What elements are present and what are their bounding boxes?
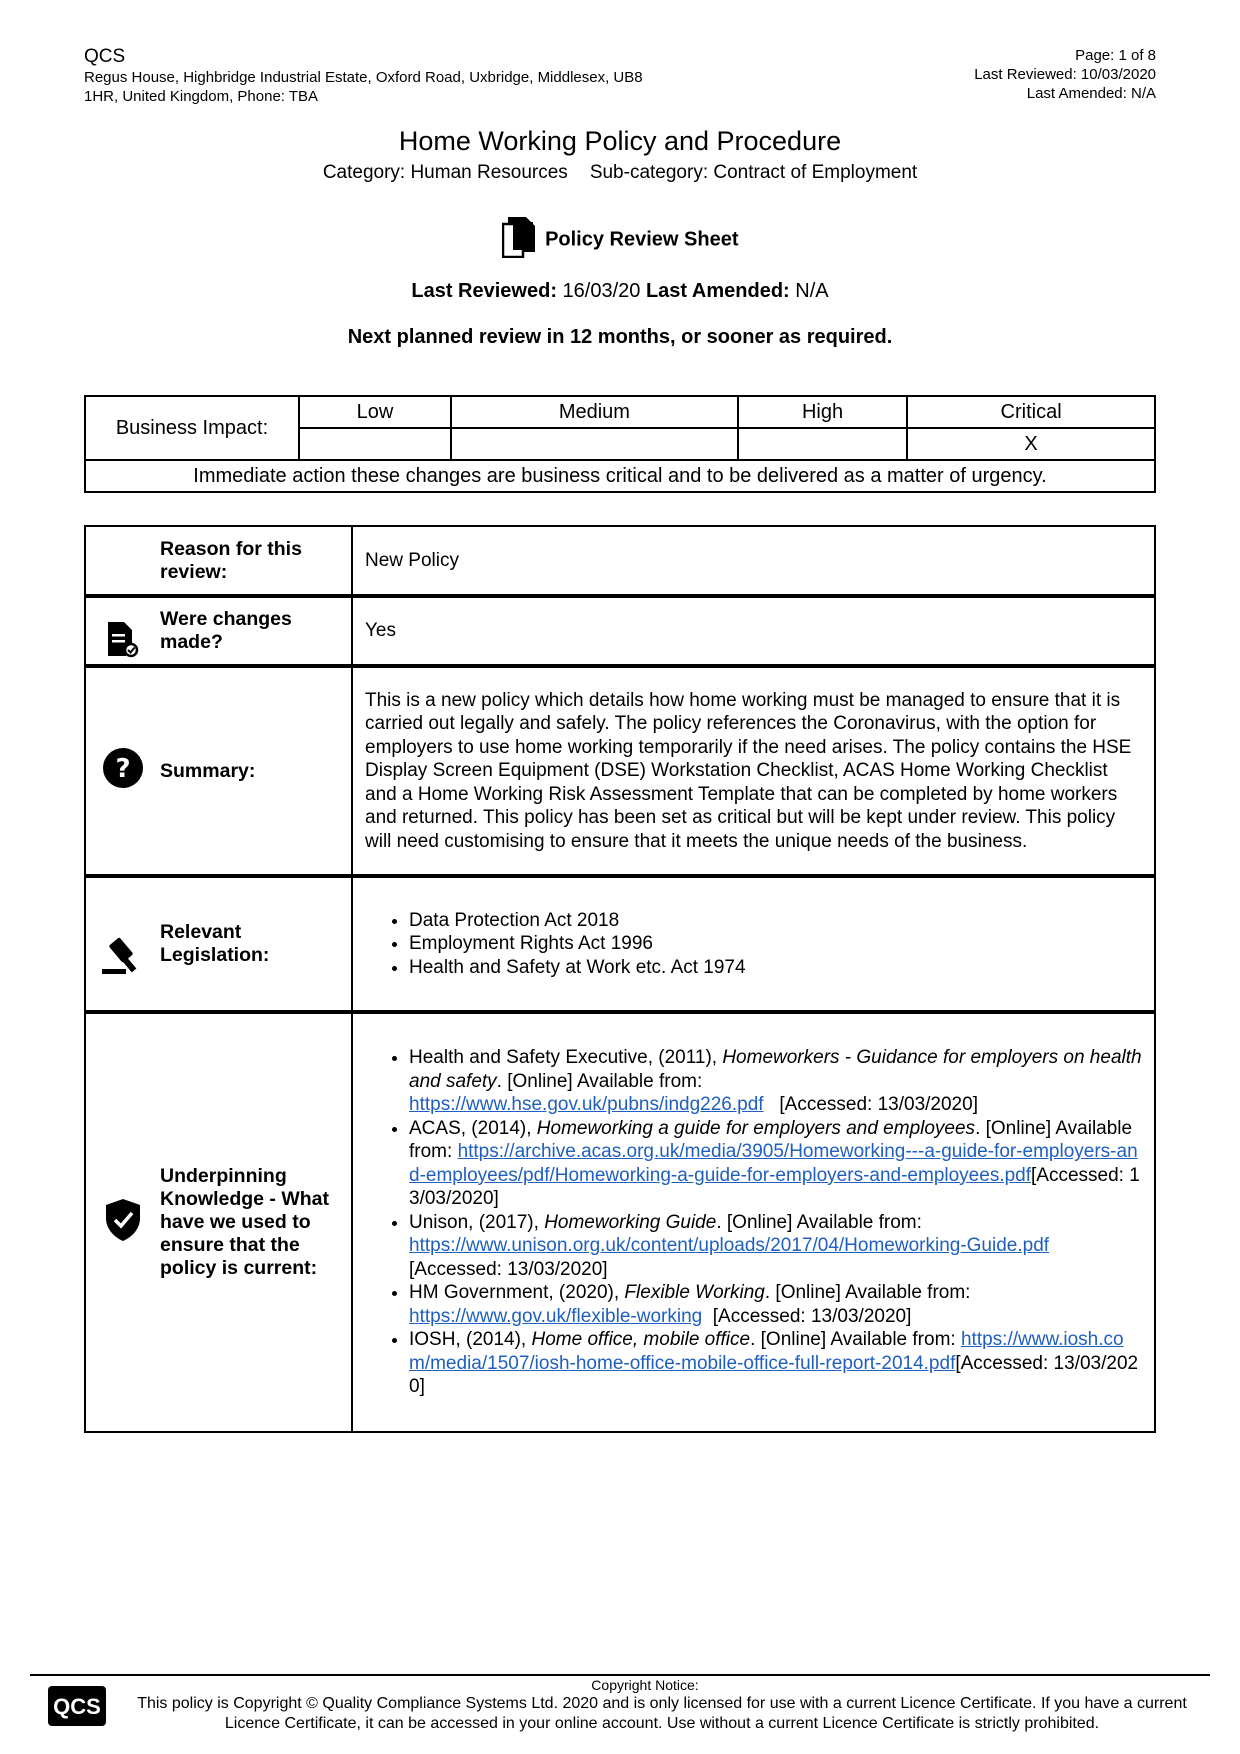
accessed-date: [Accessed: 13/03/2020] xyxy=(409,1164,1140,1210)
review-row-changes xyxy=(85,596,1155,666)
question-icon xyxy=(102,747,144,795)
page-number: Page: 1 of 8 xyxy=(1075,47,1156,64)
summary-value: This is a new policy which details how home working must be managed to ensure that it is carried out legally and safely. The policy references the Coronavirus, with the option for employers to use home working temporarily if the need arises. The policy contains the HSE Display Screen Equipment (DSE) Workstation Checklist, ACAS Home Working Checklist and a Home Working Risk Assessment Template that can be completed by home workers and returned. This policy has been set as critical but will be kept under review. This policy will need customising to ensure that it meets the unique needs of the business. xyxy=(352,666,1155,876)
header-meta xyxy=(974,46,1156,103)
knowledge-label: Underpinning Knowledge - What have we used to ensure that the policy is current: xyxy=(160,1165,329,1279)
copyright-notice-label: Copyright Notice: xyxy=(591,1677,699,1693)
last-reviewed-label: Last Reviewed: xyxy=(411,280,557,302)
review-table xyxy=(84,525,1156,1433)
accessed-date: [Accessed: 13/03/2020] xyxy=(409,1258,608,1280)
reference-link[interactable]: https://archive.acas.org.uk/media/3905/Homeworking---a-guide-for-employers-and-employees/pdf/Homeworking-a-guide-for-employers-and-employees.pdf xyxy=(409,1141,1138,1186)
business-impact-table xyxy=(84,395,1156,493)
review-row-reason xyxy=(85,526,1155,596)
impact-note: Immediate action these changes are business critical and to be delivered as a matter of urgency. xyxy=(85,460,1155,492)
list-item: • ACAS, (2014), Homeworking a guide for employers and employees. [Online] Available from: https://archive.acas.org.uk/media/3905/Homeworking---a-guide-for-employers-and-employees/pdf/Homeworking-a-guide-for-employers-and-employees.pdf[Accessed: 13/03/2020] xyxy=(409,1117,1142,1211)
summary-label: Summary: xyxy=(160,759,256,782)
list-item: • Data Protection Act 2018 xyxy=(409,909,1142,933)
svg-text:QCS: QCS xyxy=(53,1694,101,1719)
reference-title: Homeworking a guide for employers and employees xyxy=(536,1117,976,1139)
accessed-date: [Accessed: 13/03/2020] xyxy=(712,1305,912,1327)
reference-link[interactable]: https://www.iosh.com/media/1507/iosh-home-office-mobile-office-full-report-2014.pdf xyxy=(409,1329,1124,1374)
document-edit-icon xyxy=(106,620,140,664)
org-address-line1: Regus House, Highbridge Industrial Estate, Oxford Road, Uxbridge, Middlesex, UB8 xyxy=(84,69,643,86)
document-icon xyxy=(502,216,536,264)
list-item: • Employment Rights Act 1996 xyxy=(409,932,1142,956)
page-title: Home Working Policy and Procedure xyxy=(398,126,842,156)
impact-mark-critical: X xyxy=(907,428,1155,460)
last-amended-label: Last Amended: xyxy=(645,280,790,302)
org-name: QCS xyxy=(84,46,126,67)
svg-text:?: ? xyxy=(115,754,131,784)
header-last-reviewed: Last Reviewed: 10/03/2020 xyxy=(974,66,1156,83)
impact-mark-low xyxy=(299,428,451,460)
impact-level-medium: Medium xyxy=(451,396,738,428)
changes-value: Yes xyxy=(352,596,1155,666)
references-list xyxy=(365,1046,1142,1399)
reason-label: Reason for this review: xyxy=(160,537,302,583)
reference-title: Home office, mobile office xyxy=(531,1329,751,1351)
impact-level-low: Low xyxy=(299,396,451,428)
review-row-knowledge xyxy=(85,1012,1155,1432)
reference-title: Homeworkers - Guidance for employers on health and safety xyxy=(409,1047,1142,1092)
category: Category: Human Resources xyxy=(322,162,568,183)
reference-link[interactable]: https://www.gov.uk/flexible-working xyxy=(409,1305,703,1327)
impact-level-high: High xyxy=(738,396,907,428)
header-organisation xyxy=(84,46,724,106)
list-item: • Health and Safety Executive, (2011), Homeworkers - Guidance for employers on health and safety. [Online] Available from: https://www.hse.gov.uk/pubns/indg226.pdf [Accessed: 13/03/2020] xyxy=(409,1046,1142,1117)
footer-divider xyxy=(30,1674,1210,1676)
impact-mark-medium xyxy=(451,428,738,460)
shield-check-icon xyxy=(104,1198,142,1248)
reference-link[interactable]: https://www.unison.org.uk/content/uploads/2017/04/Homeworking-Guide.pdf xyxy=(409,1235,1050,1257)
last-amended-value: N/A xyxy=(795,280,829,302)
impact-level-critical: Critical xyxy=(907,396,1155,428)
header-last-amended: Last Amended: N/A xyxy=(1026,85,1156,102)
reference-link[interactable]: https://www.hse.gov.uk/pubns/indg226.pdf xyxy=(409,1094,764,1116)
reason-value: New Policy xyxy=(352,526,1155,596)
org-address-line2: 1HR, United Kingdom, Phone: TBA xyxy=(84,88,319,105)
gavel-icon xyxy=(100,935,146,983)
reference-title: Homeworking Guide xyxy=(544,1211,717,1233)
subcategory: Sub-category: Contract of Employment xyxy=(589,162,918,183)
legislation-label: Relevant Legislation: xyxy=(160,921,270,966)
review-dates-line xyxy=(0,280,1240,303)
list-item: • Unison, (2017), Homeworking Guide. [Online] Available from: https://www.unison.org.uk/content/uploads/2017/04/Homeworking-Guide.pdf [Accessed: 13/03/2020] xyxy=(409,1211,1142,1282)
list-item: • HM Government, (2020), Flexible Working. [Online] Available from: https://www.gov.uk/flexible-working [Accessed: 13/03/2020] xyxy=(409,1281,1142,1328)
policy-review-sheet-label: Policy Review Sheet xyxy=(545,228,739,251)
review-row-legislation xyxy=(85,876,1155,1012)
legislation-list xyxy=(365,909,1142,980)
policy-review-sheet-heading xyxy=(0,216,1240,264)
list-item: • Health and Safety at Work etc. Act 1974 xyxy=(409,956,1142,980)
last-reviewed-value: 16/03/20 xyxy=(562,280,641,302)
impact-mark-high xyxy=(738,428,907,460)
changes-label: Were changes made? xyxy=(160,608,292,653)
category-line xyxy=(0,162,1240,184)
list-item: • IOSH, (2014), Home office, mobile office. [Online] Available from: https://www.iosh.com/media/1507/iosh-home-office-mobile-office-full-report-2014.pdf[Accessed: 13/03/2020] xyxy=(409,1328,1142,1399)
next-review-note: Next planned review in 12 months, or sooner as required. xyxy=(347,326,893,348)
business-impact-label: Business Impact: xyxy=(85,396,299,460)
accessed-date: [Accessed: 13/03/2020] xyxy=(779,1094,978,1116)
copyright-text: This policy is Copyright © Quality Compliance Systems Ltd. 2020 and is only licensed for use with a current Licence Certificate. If you have a current Licence Certificate, it can be accessed in your online account. Use without a current Licence Certificate is strictly prohibited. xyxy=(137,1695,1187,1732)
review-row-summary xyxy=(85,666,1155,876)
reference-title: Flexible Working xyxy=(624,1282,765,1304)
accessed-date: [Accessed: 13/03/2020] xyxy=(409,1352,1139,1398)
